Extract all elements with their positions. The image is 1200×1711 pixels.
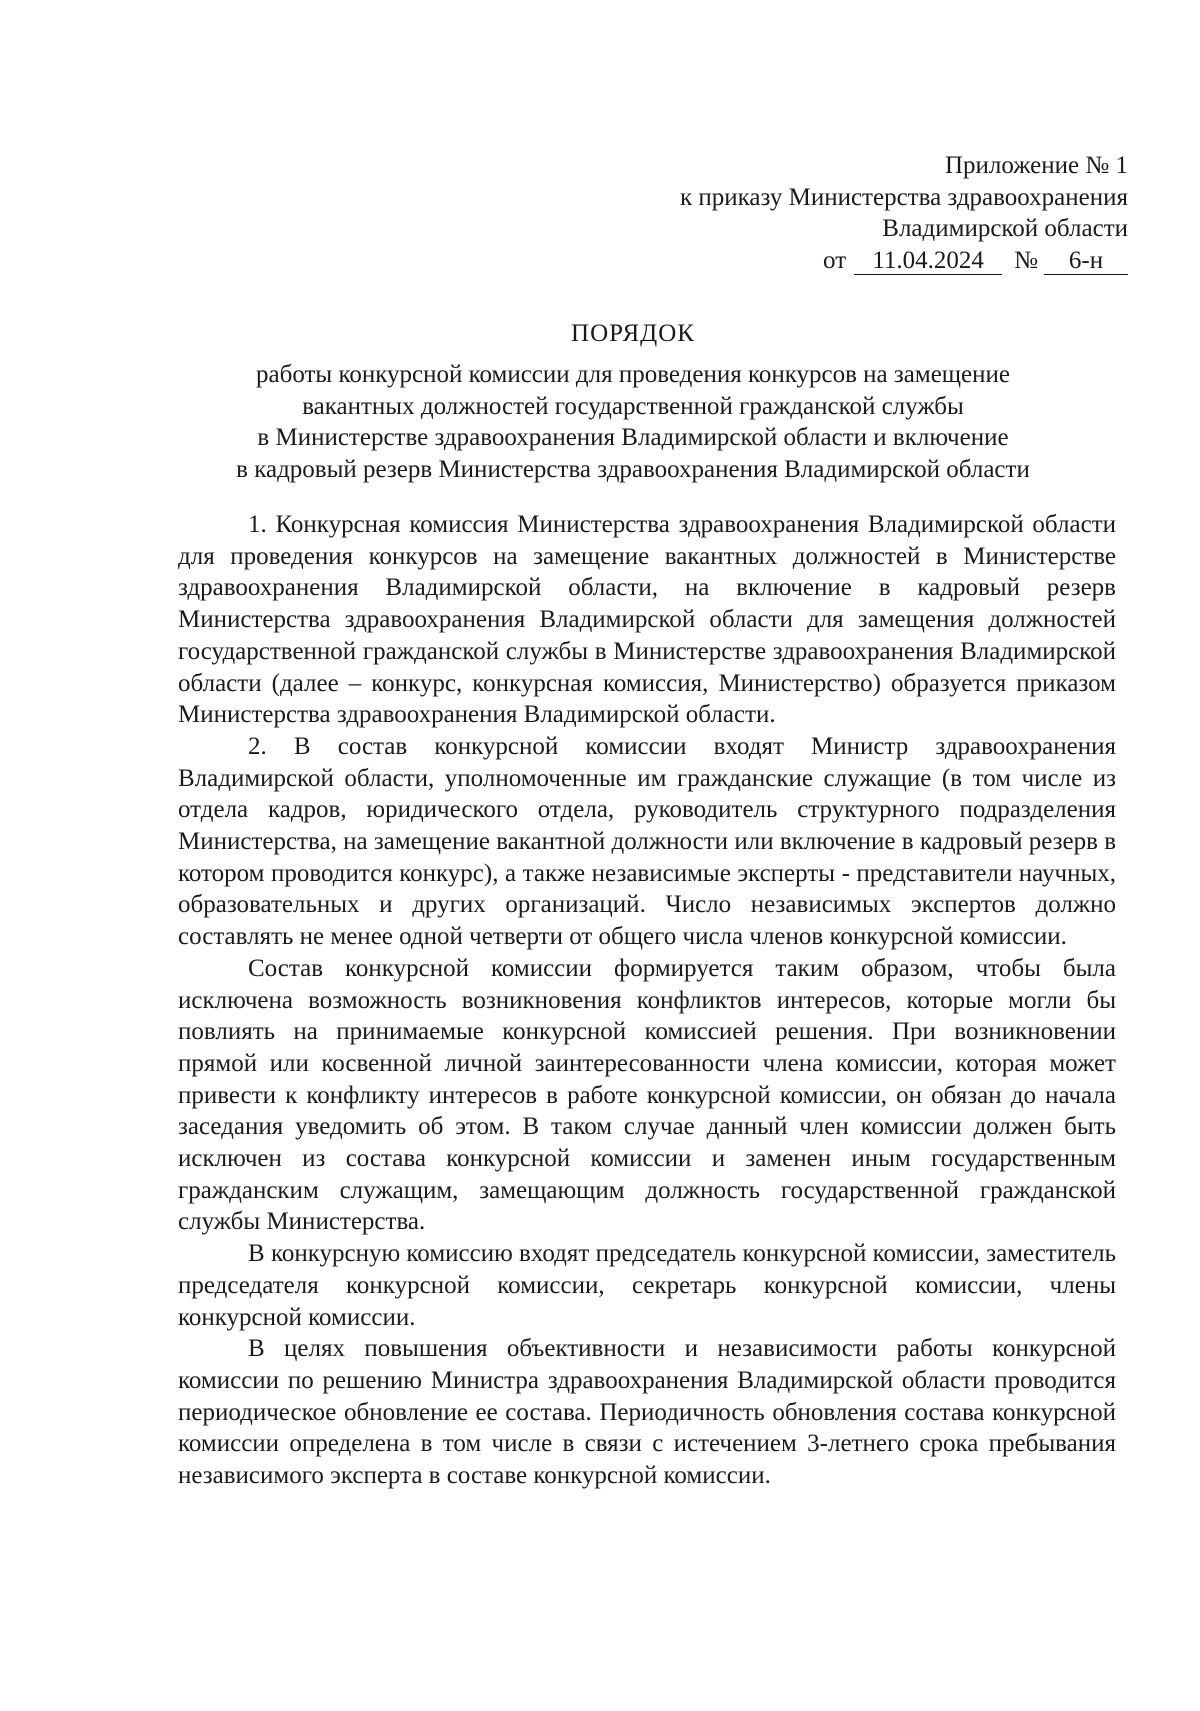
subtitle-line: вакантных должностей государственной гражданской службы: [302, 392, 964, 420]
order-reference: к приказу Министерства здравоохранения: [679, 183, 1128, 211]
number-prefix: №: [1014, 246, 1038, 274]
paragraph-4: В конкурсную комиссию входят председатель конкурсной комиссии, заместитель председателя конкурсной комиссии, секретарь конкурсной комиссии, члены конкурсной комиссии.: [178, 1240, 1116, 1331]
document-body: [178, 509, 1116, 1492]
paragraph-1: 1. Конкурсная комиссия Министерства здравоохранения Владимирской области для проведения конкурсов на замещение вакантных должностей в Министерстве здравоохранения Владимирской области, на включение в кадровый резерв Министерства здравоохранения Владимирской области для замещения должностей государственной гражданской службы в Министерстве здравоохранения Владимирской области (далее – конкурс, конкурсная комиссия, Министерство) образуется приказом Министерства здравоохранения Владимирской области.: [178, 511, 1116, 729]
appendix-label: Приложение № 1: [944, 152, 1128, 179]
paragraph-5: В целях повышения объективности и независимости работы конкурсной комиссии по решению Министра здравоохранения Владимирской области проводится периодическое обновление ее состава. Периодичность обновления состава конкурсной комиссии определена в том числе в связи с истечением 3-летнего срока пребывания независимого эксперта в составе конкурсной комиссии.: [178, 1335, 1116, 1490]
appendix-header: [428, 150, 1128, 276]
paragraph-3: Состав конкурсной комиссии формируется таким образом, чтобы была исключена возможность возникновения конфликтов интересов, которые могли бы повлиять на принимаемые конкурсной комиссией решения. При возникновении прямой или косвенной личной заинтересованности члена комиссии, которая может привести к конфликту интересов в работе конкурсной комиссии, он обязан до начала заседания уведомить об этом. В таком случае данный член комиссии должен быть исключен из состава конкурсной комиссии и заменен иным государственным гражданским служащим, замещающим должность государственной гражданской службы Министерства.: [178, 954, 1116, 1236]
subtitle-line: в кадровый резерв Министерства здравоохранения Владимирской области: [236, 455, 1030, 483]
document-title: ПОРЯДОК: [571, 320, 695, 347]
document-subtitle: [150, 359, 1116, 485]
paragraph-2: 2. В состав конкурсной комиссии входят Министр здравоохранения Владимирской области, уполномоченные им гражданские служащие (в том числе из отдела кадров, юридического отдела, руководитель структурного подразделения Министерства, на замещение вакантной должности или включение в кадровый резерв в котором проводится конкурс), а также независимые эксперты - представители научных, образовательных и других организаций. Число независимых экспертов должно составлять не менее одной четверти от общего числа членов конкурсной комиссии.: [178, 732, 1116, 951]
subtitle-line: работы конкурсной комиссии для проведения конкурсов на замещение: [256, 361, 1010, 388]
order-date-number-line: [428, 245, 1128, 277]
order-number: 6-н: [1044, 248, 1128, 275]
order-region: Владимирской области: [882, 215, 1128, 242]
date-prefix: от: [823, 246, 847, 274]
subtitle-line: в Министерстве здравоохранения Владимирской области и включение: [257, 424, 1009, 451]
order-date: 11.04.2024: [854, 248, 1002, 275]
